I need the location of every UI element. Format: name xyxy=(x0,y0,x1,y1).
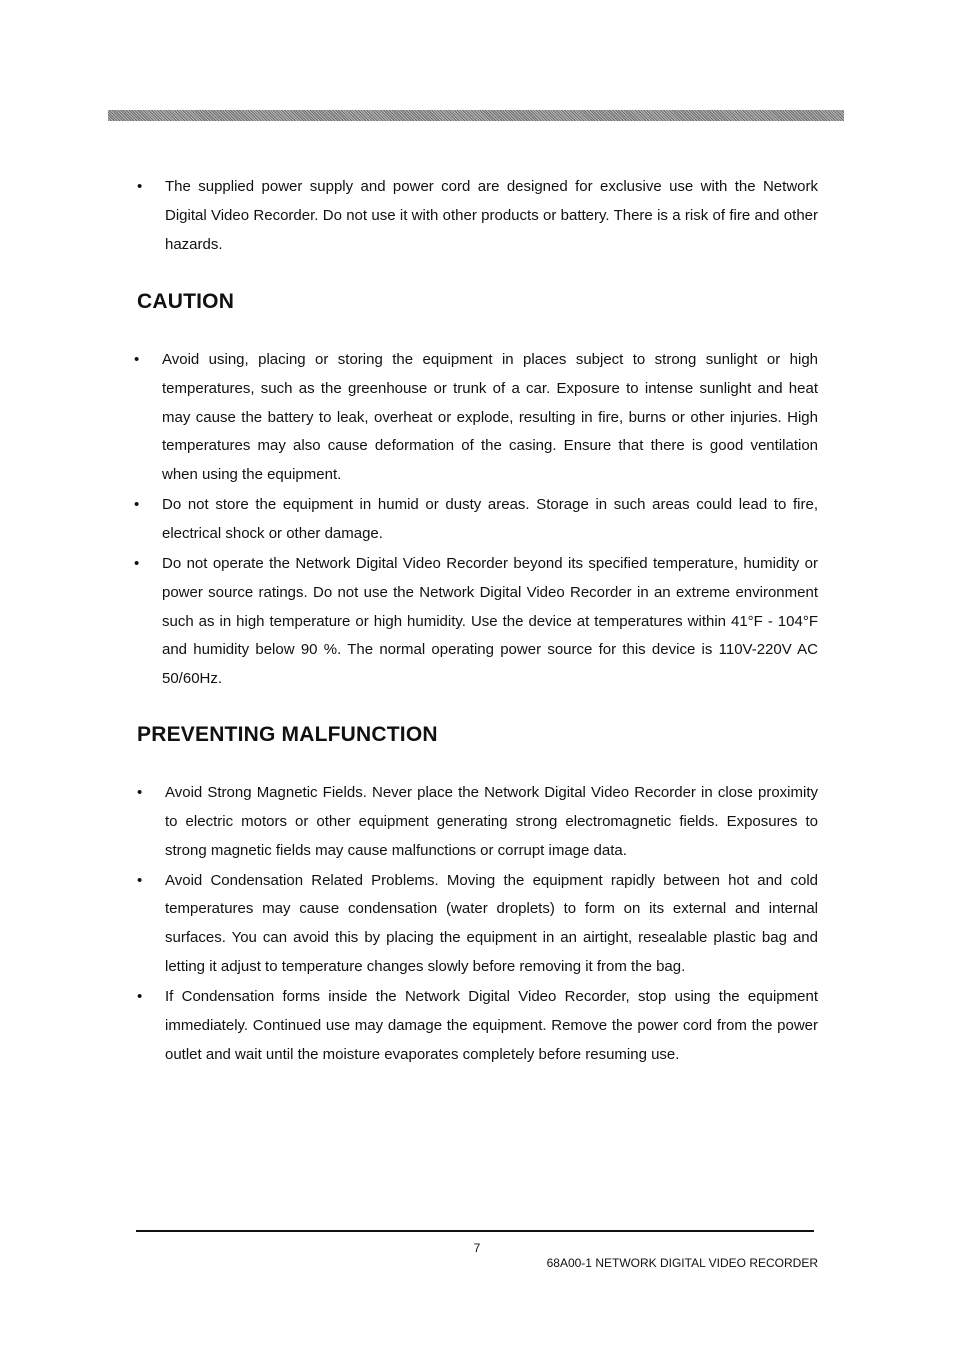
list-item-text: The supplied power supply and power cord are designed for exclusive use with the Network Digital Video Recorder. Do not use it with other products or battery. There is a risk of fire and other hazards. xyxy=(165,178,818,253)
list-item xyxy=(137,779,818,865)
preventing-malfunction-heading: PREVENTING MALFUNCTION xyxy=(137,723,438,746)
header-decorative-bar xyxy=(108,110,844,121)
footer-document-title: 68A00-1 NETWORK DIGITAL VIDEO RECORDER xyxy=(546,1256,818,1270)
bullet-icon: • xyxy=(137,871,143,889)
list-item-text: Avoid Condensation Related Problems. Moving the equipment rapidly between hot and cold temperatures may cause condensation (water droplets) to form on its external and internal surfaces. You can avoid this by placing the equipment in an airtight, resealable plastic bag and letting it adjust to temperature changes slowly before removing it from the bag. xyxy=(165,871,818,975)
bullet-icon: • xyxy=(134,351,140,368)
bullet-icon: • xyxy=(137,784,143,801)
list-item xyxy=(134,346,818,490)
caution-bullet-list xyxy=(134,346,818,695)
bullet-icon: • xyxy=(134,554,140,572)
intro-bullet-list xyxy=(137,173,818,261)
footer-divider xyxy=(136,1230,814,1232)
bullet-icon: • xyxy=(134,496,140,514)
list-item-text: If Condensation forms inside the Network Digital Video Recorder, stop using the equipment immediately. Continued use may damage the equipment. Remove the power cord from the power outlet and wait until the moisture evaporates completely before resuming use. xyxy=(165,987,818,1063)
list-item-text: Do not store the equipment in humid or dusty areas. Storage in such areas could lead to fire, electrical shock or other damage. xyxy=(162,496,818,542)
list-item xyxy=(134,491,818,549)
list-item xyxy=(137,173,818,259)
page-number: 7 xyxy=(473,1241,481,1255)
bullet-icon: • xyxy=(137,987,143,1005)
malfunction-bullet-list xyxy=(137,779,818,1071)
list-item-text: Do not operate the Network Digital Video Recorder beyond its specified temperature, humidity or power source ratings. Do not use the Network Digital Video Recorder in an extreme environment such as in high temperature or high humidity. Use the device at temperatures within 41°F - 104°F and humidity below 90 %. The normal operating power source for this device is 110V-220V AC 50/60Hz. xyxy=(162,554,818,688)
list-item xyxy=(137,867,818,982)
caution-heading: CAUTION xyxy=(137,290,235,313)
bullet-icon: • xyxy=(137,178,143,195)
list-item-text: Avoid Strong Magnetic Fields. Never place the Network Digital Video Recorder in close proximity to electric motors or other equipment generating strong electromagnetic fields. Exposures to strong magnetic fields may cause malfunctions or corrupt image data. xyxy=(165,784,818,859)
list-item xyxy=(137,983,818,1069)
list-item-text: Avoid using, placing or storing the equipment in places subject to strong sunlight or high temperatures, such as the greenhouse or trunk of a car. Exposure to intense sunlight and heat may cause the battery to leak, overheat or explode, resulting in fire, burns or other injuries. High temperatures may also cause deformation of the casing. Ensure that there is good ventilation when using the equipment. xyxy=(162,351,818,484)
list-item xyxy=(134,550,818,694)
